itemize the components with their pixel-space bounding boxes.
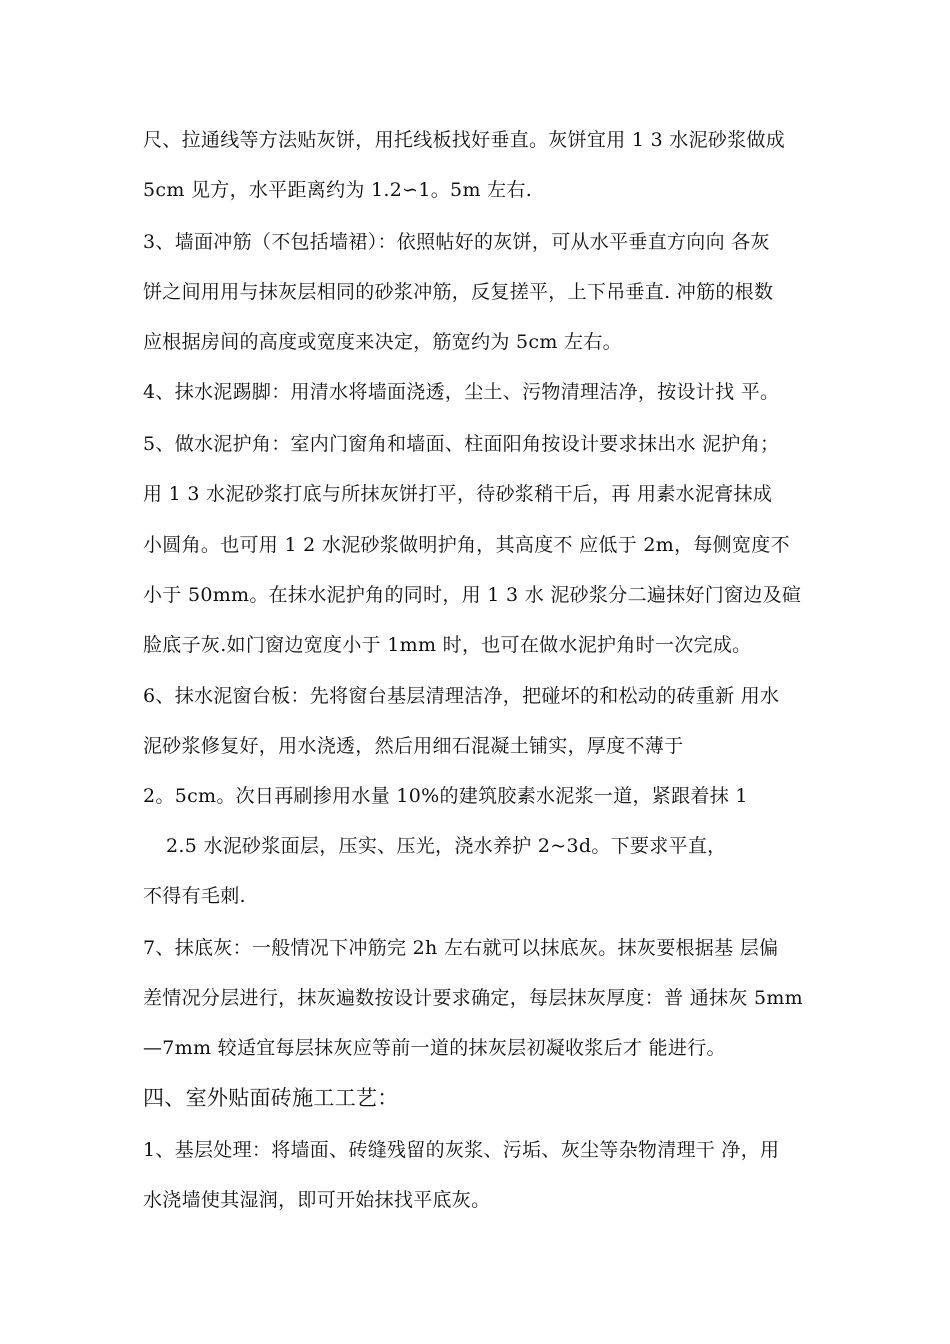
text-line: 泥砂浆修复好，用水浇透，然后用细石混凝土铺实，厚度不薄于 — [143, 735, 684, 757]
text-line: 2。5cm。次日再刷掺用水量 10%的建筑胶素水泥浆一道，紧跟着抹 1 — [143, 785, 748, 807]
section-heading: 四、室外贴面砖施工工艺： — [143, 1086, 399, 1110]
text-line: 用 1 3 水泥砂浆打底与所抹灰饼打平，待砂浆稍干后，再 用素水泥膏抹成 — [143, 483, 773, 505]
text-line: 7、抹底灰：一般情况下冲筋完 2h 左右就可以抹底灰。抹灰要根据基 层偏 — [143, 937, 779, 959]
text-line: 应根据房间的高度或宽度来决定，筋宽约为 5cm 左右。 — [143, 331, 622, 353]
text-line: 小圆角。也可用 1 2 水泥砂浆做明护角，其高度不 应低于 2m，每侧宽度不 — [143, 534, 790, 556]
text-line: 饼之间用用与抹灰层相同的砂浆冲筋，反复搓平，上下吊垂直. 冲筋的根数 — [143, 281, 774, 303]
text-line: —7mm 较适宜每层抹灰应等前一道的抹灰层初凝收浆后才 能进行。 — [143, 1037, 726, 1059]
text-line: 小于 50mm。在抹水泥护角的同时，用 1 3 水 泥砂浆分二遍抹好门窗边及碹 — [143, 584, 802, 606]
text-line: 5、做水泥护角：室内门窗角和墙面、柱面阳角按设计要求抹出水 泥护角； — [143, 433, 780, 455]
text-line: 不得有毛刺. — [143, 885, 246, 907]
text-line: 尺、拉通线等方法贴灰饼，用托线板找好垂直。灰饼宜用 1 3 水泥砂浆做成 — [143, 129, 786, 151]
text-line: 脸底子灰.如门窗边宽度小于 1mm 时，也可在做水泥护角时一次完成。 — [143, 634, 752, 656]
text-line: 5cm 见方，水平距离约为 1.2∽1。5m 左右. — [143, 179, 533, 201]
text-line: 1、基层处理：将墙面、砖缝残留的灰浆、污垢、灰尘等杂物清理干 净，用 — [143, 1139, 780, 1161]
text-line: 水浇墙使其湿润，即可开始抹找平底灰。 — [143, 1189, 491, 1211]
text-line: 2.5 水泥砂浆面层，压实、压光，浇水养护 2~3d。下要求平直， — [166, 835, 727, 857]
text-line: 差情况分层进行，抹灰遍数按设计要求确定，每层抹灰厚度：普 通抹灰 5mm — [143, 987, 804, 1009]
text-line: 6、抹水泥窗台板：先将窗台基层清理洁净，把碰坏的和松动的砖重新 用水 — [143, 685, 780, 707]
text-line: 4、抹水泥踢脚：用清水将墙面浇透，尘土、污物清理洁净，按设计找 平。 — [143, 381, 780, 403]
text-line: 3、墙面冲筋（不包括墙裙）：依照帖好的灰饼，可从水平垂直方向向 各灰 — [143, 231, 770, 253]
